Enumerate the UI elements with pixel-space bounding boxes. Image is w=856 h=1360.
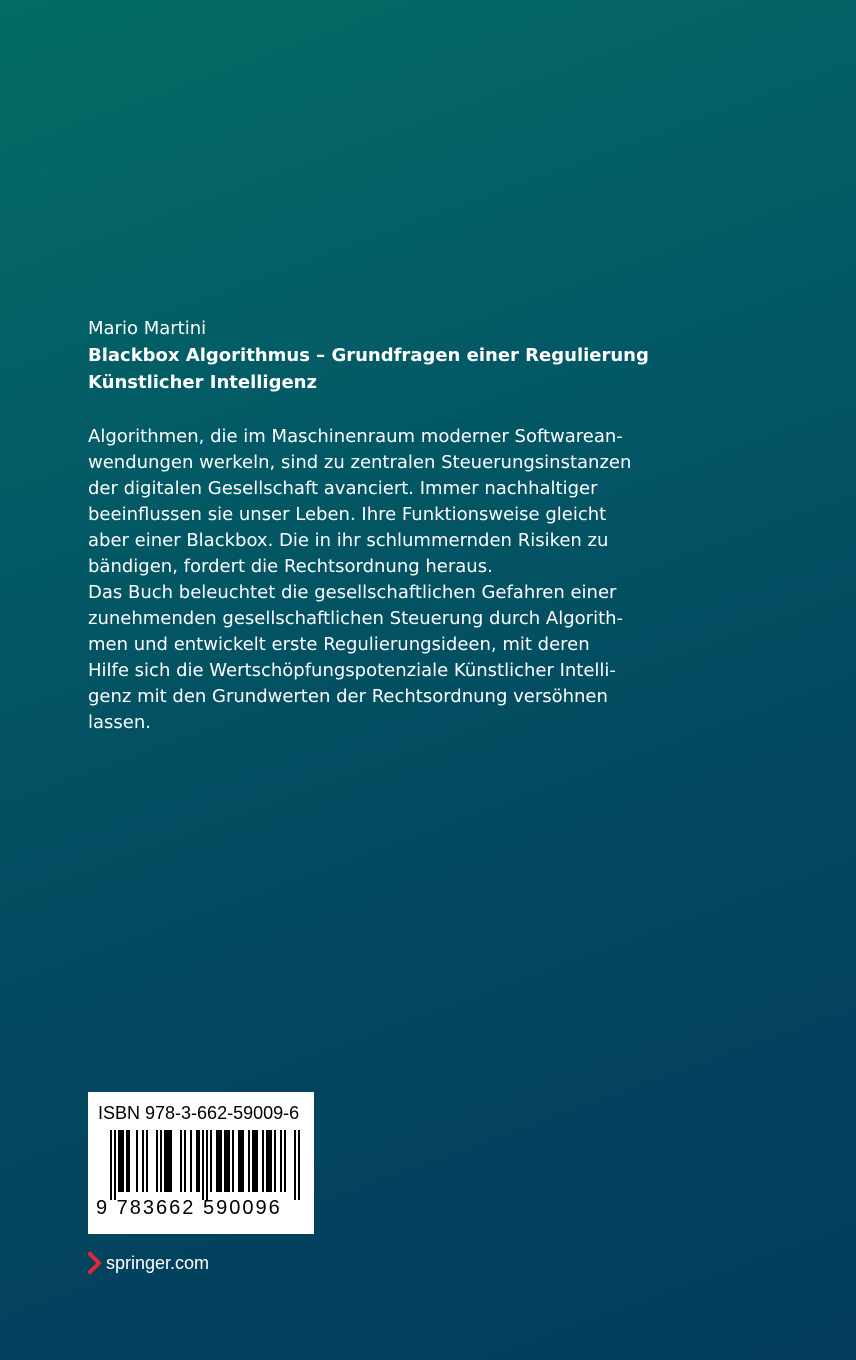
isbn-label: ISBN 978-3-662-59009-6 [98, 1103, 300, 1123]
description-line: genz mit den Grundwerten der Rechtsordnung versöhnen [88, 686, 608, 707]
barcode-bar [164, 1130, 166, 1192]
barcode-bar [126, 1130, 128, 1192]
chevron-right-icon [88, 1251, 102, 1275]
description-line: aber einer Blackbox. Die in ihr schlummernden Risiken zu [88, 530, 609, 551]
barcode-bar [270, 1130, 272, 1192]
barcode-bar [268, 1130, 270, 1192]
barcode-bar [210, 1130, 212, 1192]
barcode-bar [122, 1130, 124, 1192]
description-line: lassen. [88, 712, 151, 733]
ean-digits: 9 783662 590096 [96, 1197, 282, 1219]
barcode-bar [240, 1130, 242, 1192]
barcode-bar [280, 1130, 282, 1192]
barcode-bar [248, 1130, 250, 1192]
description-line: wendungen werkeln, sind zu zentralen Steuerungsinstanzen [88, 452, 632, 473]
description-line: men und entwickelt erste Regulierungsideen, mit deren [88, 634, 590, 655]
barcode-bar [180, 1130, 182, 1192]
description-line: bändigen, fordert die Rechtsordnung heraus. [88, 556, 493, 577]
barcode-bar [118, 1130, 120, 1192]
barcode-bar [220, 1130, 222, 1192]
author-name: Mario Martini [88, 318, 207, 339]
barcode-bar [120, 1130, 122, 1192]
barcode-bar [254, 1130, 256, 1192]
description-line: Hilfe sich die Wertschöpfungspotenziale Künstlicher Intelli- [88, 660, 616, 681]
barcode-bar [168, 1130, 170, 1192]
barcode-bar [206, 1130, 208, 1200]
barcode-bar [166, 1130, 168, 1192]
publisher-link[interactable] [88, 1251, 209, 1275]
barcode-bar [190, 1130, 192, 1192]
barcode-bar [216, 1130, 218, 1192]
barcode-bar [142, 1130, 144, 1192]
barcode-bar [242, 1130, 244, 1192]
description-line: beeinflussen sie unser Leben. Ihre Funktionsweise gleicht [88, 504, 607, 525]
barcode-bar [262, 1130, 264, 1192]
barcode-bar [228, 1130, 230, 1192]
publisher-url: springer.com [106, 1253, 210, 1273]
barcode-bar [170, 1130, 172, 1192]
book-description [88, 424, 708, 736]
barcode-bar [266, 1130, 268, 1192]
book-title-line: Künstlicher Intelligenz [88, 372, 317, 393]
barcode-bar [110, 1130, 112, 1200]
barcode-bar [198, 1130, 200, 1192]
barcode-bar [294, 1130, 296, 1200]
barcode-bar [298, 1130, 300, 1200]
barcode-bar [274, 1130, 276, 1192]
book-title-line: Blackbox Algorithmus – Grundfragen einer Regulierung [88, 345, 649, 366]
barcode-bar [128, 1130, 130, 1192]
barcode-bar [256, 1130, 258, 1192]
description-line: Algorithmen, die im Maschinenraum moderner Softwarean- [88, 426, 623, 447]
barcode-bar [136, 1130, 138, 1192]
barcode-bar [226, 1130, 228, 1192]
barcode-bar [114, 1130, 116, 1200]
description-line: der digitalen Gesellschaft avanciert. Immer nachhaltiger [88, 478, 598, 499]
barcode-bar [202, 1130, 204, 1200]
book-title [88, 342, 688, 396]
barcode-bar [156, 1130, 158, 1192]
barcode-bar [238, 1130, 240, 1192]
barcode-bar [146, 1130, 148, 1192]
barcode-bar [196, 1130, 198, 1192]
barcode-bar [252, 1130, 254, 1192]
isbn-barcode [88, 1092, 314, 1234]
description-line: Das Buch beleuchtet die gesellschaftlichen Gefahren einer [88, 582, 617, 603]
barcode-bar [184, 1130, 186, 1192]
description-line: zunehmenden gesellschaftlichen Steuerung durch Algorith- [88, 608, 624, 629]
barcode-bar [284, 1130, 286, 1192]
barcode-bar [218, 1130, 220, 1192]
barcode-bar [232, 1130, 234, 1192]
barcode-bar [160, 1130, 162, 1192]
barcode-bar [224, 1130, 226, 1192]
